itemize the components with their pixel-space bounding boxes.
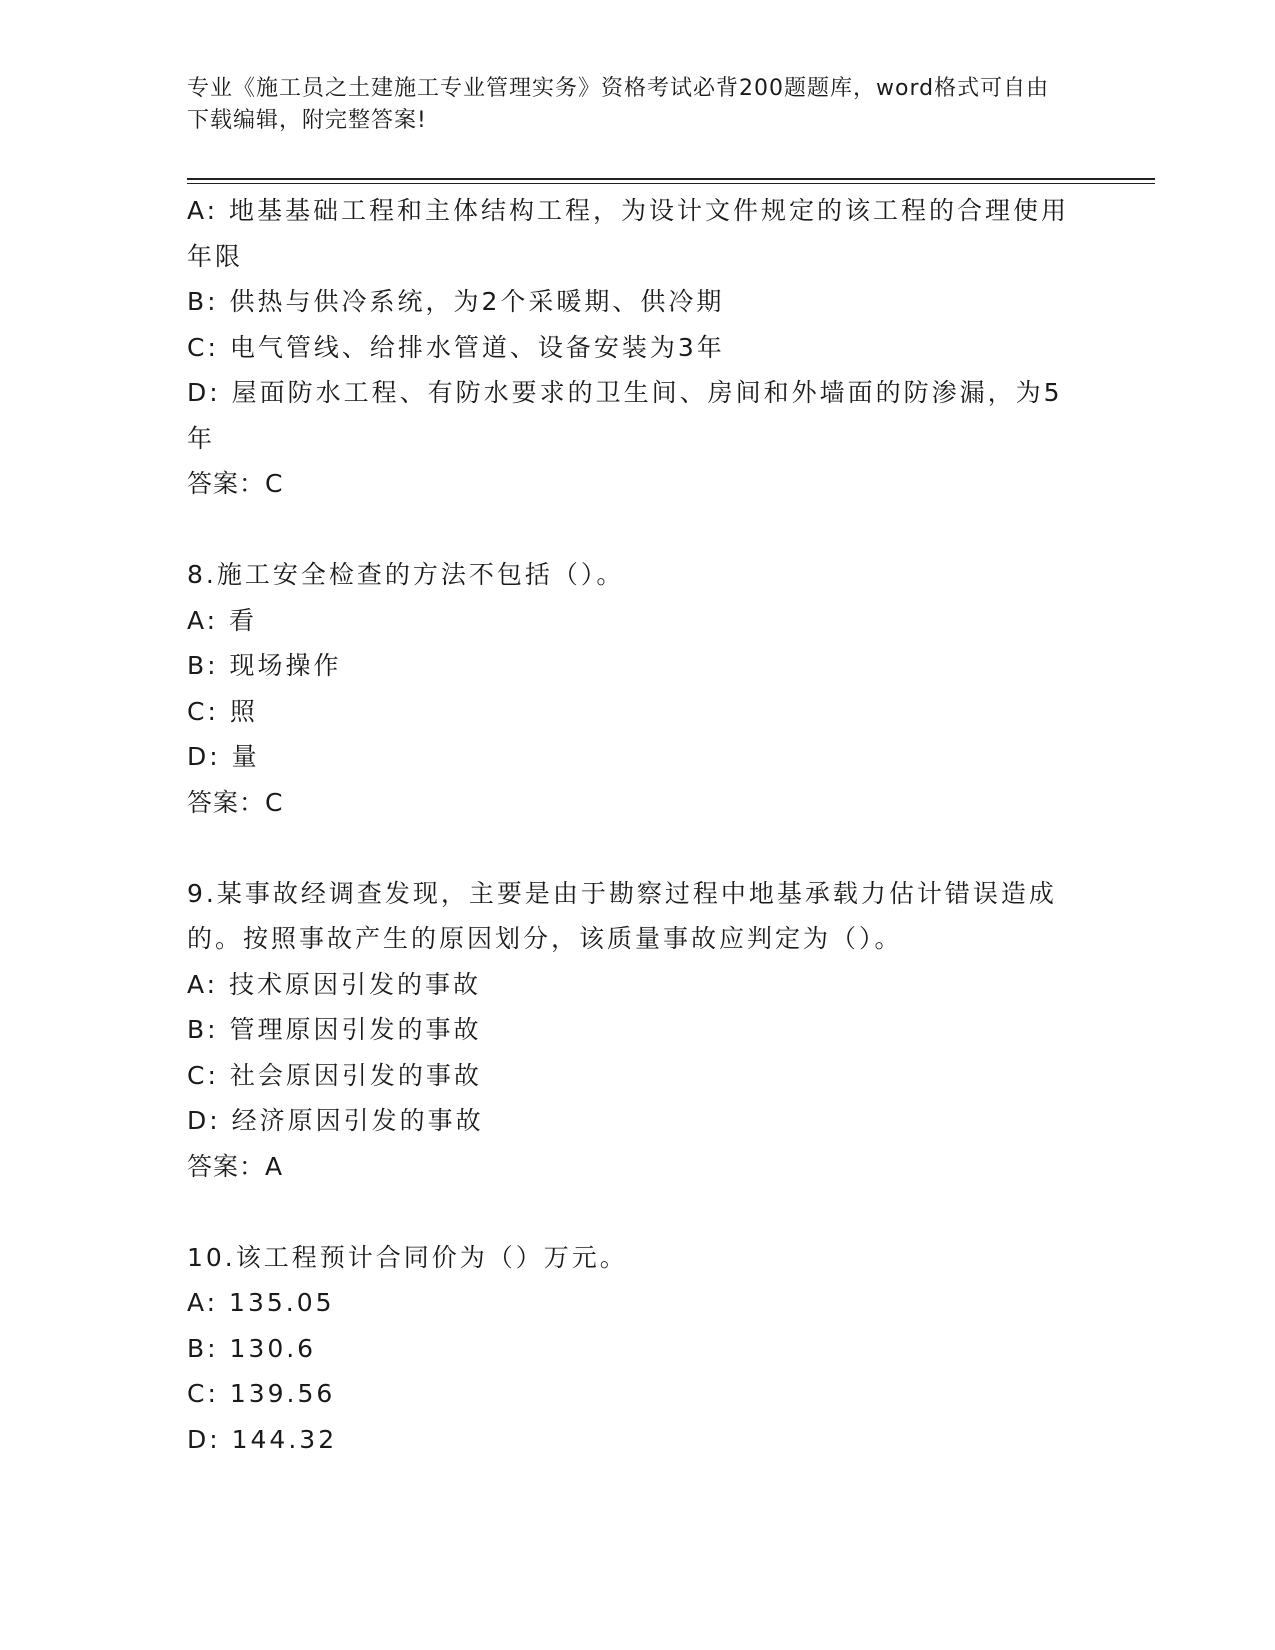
option-c: C: 139.56: [187, 1379, 336, 1408]
question-7-tail: [187, 188, 1087, 507]
question-10: [187, 1235, 1087, 1463]
question-text: 8.施工安全检查的方法不包括（）。: [187, 560, 625, 589]
spacer: [187, 507, 1087, 553]
option-a: A: 地基基础工程和主体结构工程，为设计文件规定的该工程的合理使用年限: [187, 196, 1070, 271]
question-text: 10.该工程预计合同价为（）万元。: [187, 1242, 628, 1272]
question-8: [187, 552, 1087, 825]
answer: 答案：A: [187, 1151, 284, 1181]
option-c: C: 照: [187, 696, 258, 726]
option-d: D: 屋面防水工程、有防水要求的卫生间、房间和外墙面的防渗漏，为5年: [187, 378, 1063, 453]
header-title: 专业《施工员之土建施工专业管理实务》资格考试必背200题题库，word格式可自由下载编辑，附完整答案!: [187, 76, 1050, 133]
option-a: A: 技术原因引发的事故: [187, 969, 482, 999]
option-b: B: 供热与供冷系统，为2个采暖期、供冷期: [187, 287, 725, 316]
option-a: A: 看: [187, 605, 258, 635]
header-divider: [187, 178, 1155, 184]
option-c: C: 社会原因引发的事故: [187, 1060, 482, 1090]
question-content: [187, 188, 1087, 1462]
question-text: 9.某事故经调查发现，主要是由于勘察过程中地基承载力估计错误造成的。按照事故产生的原因划分，该质量事故应判定为（）。: [187, 878, 1057, 953]
option-b: B: 现场操作: [187, 651, 342, 680]
option-d: D: 经济原因引发的事故: [187, 1106, 484, 1135]
page-header: [187, 73, 1067, 137]
option-b: B: 130.6: [187, 1333, 317, 1363]
option-d: D: 144.32: [187, 1424, 338, 1454]
question-9: [187, 871, 1087, 1190]
option-c: C: 电气管线、给排水管道、设备安装为3年: [187, 332, 725, 362]
answer: 答案：C: [187, 787, 284, 817]
option-a: A: 135.05: [187, 1288, 335, 1317]
spacer: [187, 825, 1087, 871]
option-b: B: 管理原因引发的事故: [187, 1015, 482, 1044]
option-d: D: 量: [187, 742, 260, 771]
answer: 答案：C: [187, 469, 284, 498]
spacer: [187, 1189, 1087, 1235]
